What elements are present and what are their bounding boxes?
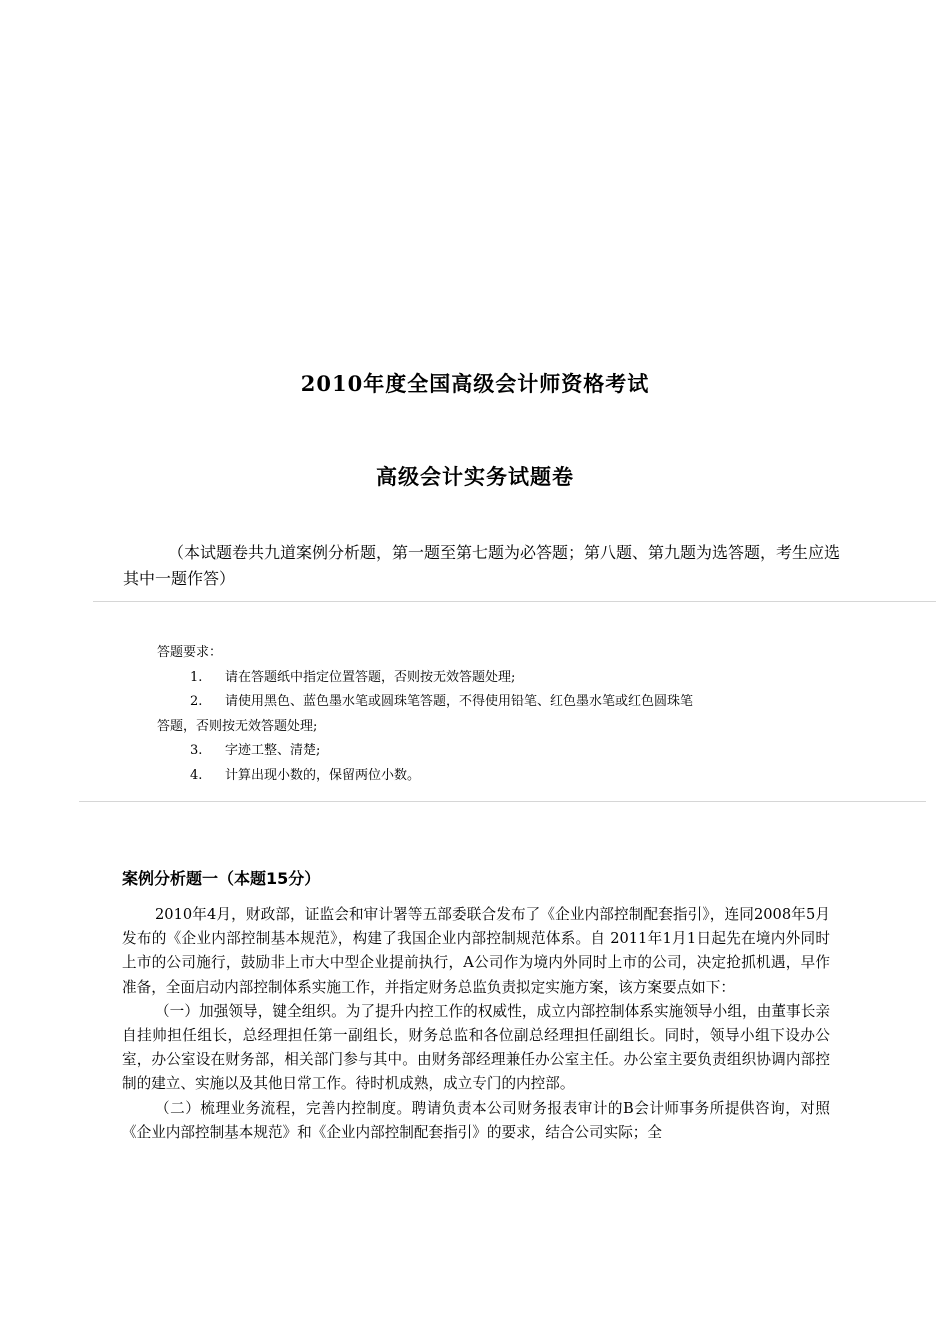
requirement-text: 请使用黑色、蓝色墨水笔或圆珠笔答题，不得使用铅笔、红色墨水笔或红色圆珠笔 bbox=[225, 694, 694, 709]
requirement-text: 请在答题纸中指定位置答题，否则按无效答题处理; bbox=[225, 669, 516, 685]
case-paragraph: （二）梳理业务流程，完善内控制度。聘请负责本公司财务报表审计的B会计师事务所提供咨询，对照《企业内部控制基本规范》和《企业内部控制配套指引》的要求，结合公司实际；全 bbox=[122, 1099, 830, 1141]
requirement-item-2-continued: 答题，否则按无效答题处理; bbox=[157, 718, 318, 734]
case-heading: 案例分析题一（本题15分） bbox=[122, 869, 321, 888]
requirement-text: 计算出现小数的，保留两位小数。 bbox=[225, 767, 421, 783]
divider-bottom bbox=[79, 801, 926, 802]
requirements-heading: 答题要求： bbox=[157, 645, 223, 660]
requirement-item-3 bbox=[157, 739, 847, 764]
requirement-number: 1. bbox=[190, 669, 203, 685]
answer-requirements bbox=[157, 641, 847, 788]
requirement-item-2 bbox=[157, 690, 847, 715]
requirement-item-4 bbox=[157, 764, 847, 789]
case-body bbox=[122, 903, 830, 1145]
requirement-number: 2. bbox=[190, 694, 203, 709]
requirement-text: 字迹工整、清楚; bbox=[225, 743, 321, 758]
exam-intro: （本试题卷共九道案例分析题，第一题至第七题为必答题；第八题、第九题为选答题，考生应选其中一题作答） bbox=[123, 543, 841, 588]
case-paragraph: 2010年4月，财政部，证监会和审计署等五部委联合发布了《企业内部控制配套指引》，连同2008年5月发布的《企业内部控制基本规范》，构建了我国企业内部控制规范体系。自 2011年1月1日起先在境内外同时上市的公司施行，鼓励非上市大中型企业提前执行，A公司作为境内外同时上市的公司，决定抢抓机遇，早作准备，全面启动内部控制体系实施工作，并指定财务总监负责拟定实施方案，该方案要点如下： bbox=[122, 906, 830, 996]
requirement-item-1 bbox=[157, 666, 847, 691]
paper-title: 高级会计实务试题卷 bbox=[376, 464, 574, 489]
case-paragraph: （一）加强领导，键全组织。为了提升内控工作的权威性，成立内部控制体系实施领导小组，由董事长亲自挂帅担任组长，总经理担任第一副组长，财务总监和各位副总经理担任副组长。同时，领导小组下设办公室，办公室设在财务部，相关部门参与其中。由财务部经理兼任办公室主任。办公室主要负责组织协调内部控制的建立、实施以及其他日常工作。待时机成熟，成立专门的内控部。 bbox=[122, 1002, 830, 1093]
divider-top bbox=[93, 601, 936, 602]
requirement-number: 4. bbox=[190, 767, 203, 783]
exam-title: 2010年度全国高级会计师资格考试 bbox=[300, 371, 650, 396]
requirement-number: 3. bbox=[190, 743, 203, 758]
